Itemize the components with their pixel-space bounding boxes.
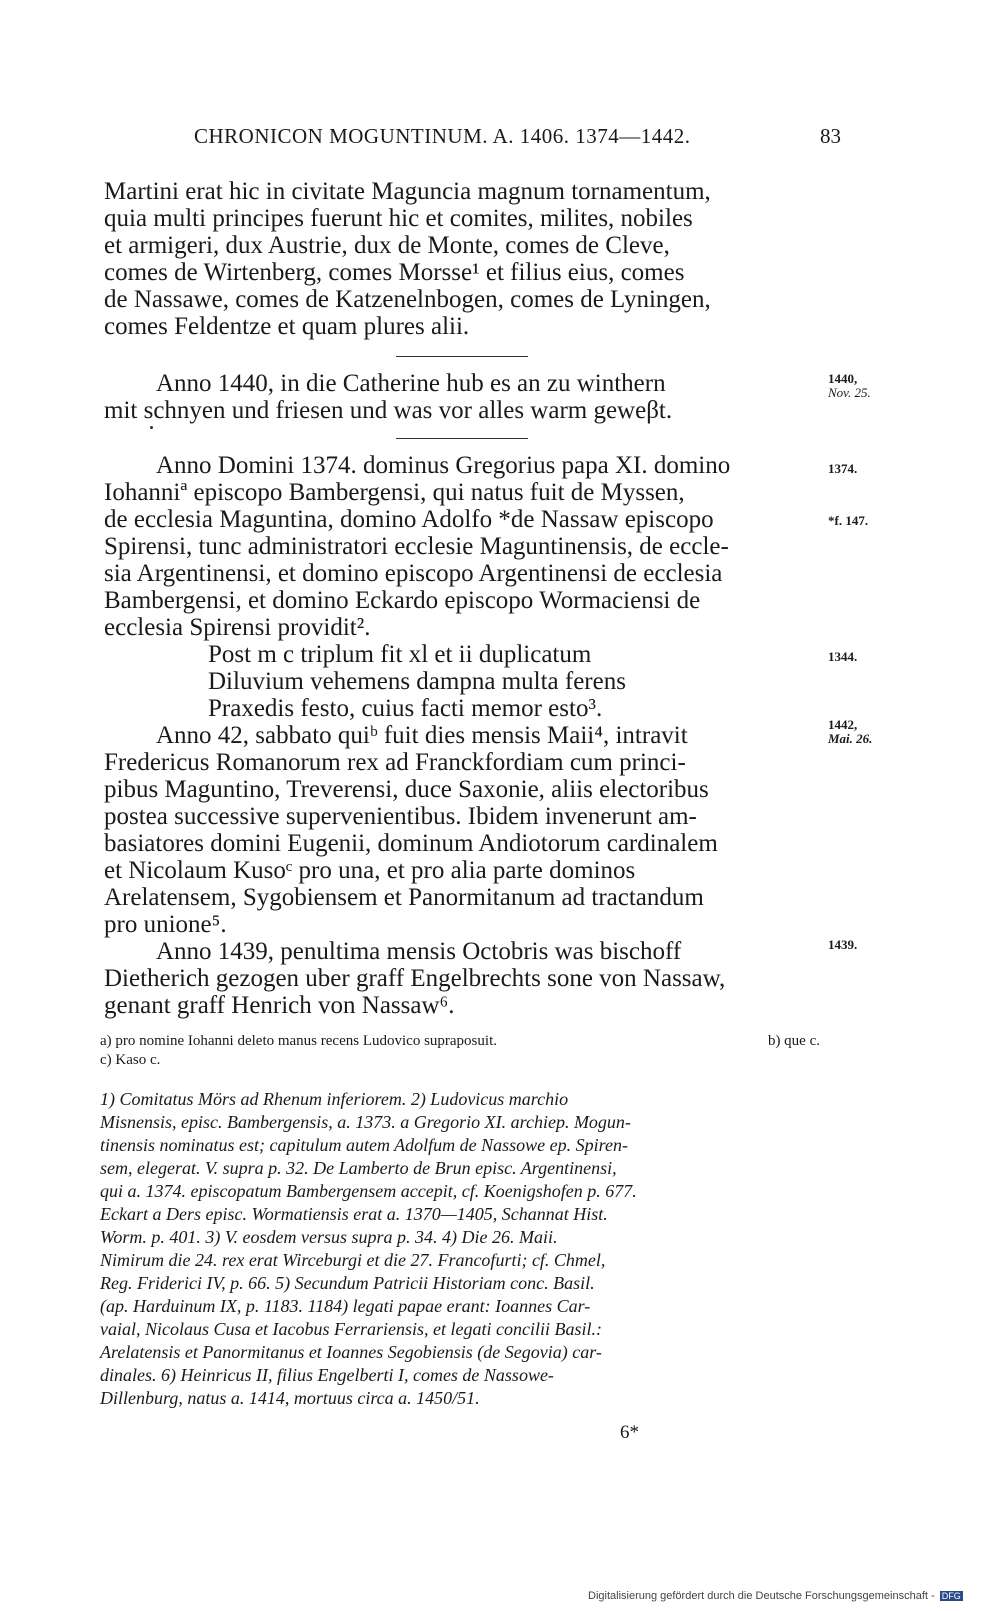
- footnote-line: vaial, Nicolaus Cusa et Iacobus Ferrariensis, et legati concilii Basil.:: [100, 1319, 602, 1339]
- note-line: a) pro nomine Iohanni deleto manus recens Ludovico supraposuit.: [100, 1033, 497, 1049]
- text-line: et Nicolaum Kusoᶜ pro una, et pro alia parte dominos: [104, 857, 636, 884]
- footnote-line: Misnensis, episc. Bambergensis, a. 1373. a Gregorio XI. archiep. Mogun-: [100, 1112, 631, 1132]
- digitization-footer: [588, 1590, 963, 1602]
- text-line: basiatores domini Eugenii, dominum Andiotorum cardinalem: [104, 830, 718, 857]
- text-line: Iohanniª episcopo Bambergensi, qui natus fuit de Myssen,: [104, 479, 685, 506]
- text-line: Anno 42, sabbato quiᵇ fuit dies mensis Maii⁴, intravit: [156, 722, 688, 749]
- verse-line: Post m c triplum fit xl et ii duplicatum: [208, 641, 592, 668]
- text-line: quia multi principes fuerunt hic et comites, milites, nobiles: [104, 205, 693, 232]
- text-line: Bambergensi, et domino Eckardo episcopo Wormaciensi de: [104, 587, 701, 614]
- text-line: de Nassawe, comes de Katzenelnbogen, comes de Lyningen,: [104, 286, 711, 313]
- verse-line: Diluvium vehemens dampna multa ferens: [208, 668, 626, 695]
- note-line: c) Kaso c.: [100, 1052, 161, 1068]
- footnote-line: (ap. Harduinum IX, p. 1183. 1184) legati papae erant: Ioannes Car-: [100, 1296, 591, 1316]
- footnote-line: dinales. 6) Heinricus II, filius Engelberti I, comes de Nassowe-: [100, 1365, 554, 1385]
- footnote-line: Eckart a Ders episc. Wormatiensis erat a. 1370—1405, Schannat Hist.: [100, 1204, 608, 1224]
- text-line: pro unione⁵.: [104, 911, 227, 938]
- margin-note-1442: [828, 718, 872, 746]
- text-line: pibus Maguntino, Treverensi, duce Saxonie, aliis electoribus: [104, 776, 709, 803]
- margin-note-1439: 1439.: [828, 937, 858, 952]
- note-line: b) que c.: [767, 1033, 820, 1049]
- section-divider: [396, 438, 528, 439]
- text-line: Anno 1440, in die Catherine hub es an zu winthern: [156, 370, 666, 397]
- footnotes: [100, 1088, 820, 1410]
- text-line: Dietherich gezogen uber graff Engelbrechts sone von Nassaw,: [104, 965, 726, 992]
- text-line: de ecclesia Maguntina, domino Adolfo *de Nassaw episcopo: [104, 506, 714, 533]
- text-line: comes Feldentze et quam plures alii.: [104, 313, 470, 340]
- text-line: Arelatensem, Sygobiensem et Panormitanum ad tractandum: [104, 884, 704, 911]
- text-line: Anno Domini 1374. dominus Gregorius papa XI. domino: [156, 452, 731, 479]
- text-line: mit schnyen und friesen und was vor alles warm geweβt.: [104, 397, 673, 424]
- margin-note-1440: [828, 372, 871, 400]
- paragraph-1440: [104, 370, 826, 424]
- running-header: CHRONICON MOGUNTINUM. A. 1406. 1374—1442.: [194, 124, 691, 148]
- text-line: et armigeri, dux Austrie, dux de Monte, comes de Cleve,: [104, 232, 670, 259]
- text-line: Fredericus Romanorum rex ad Franckfordiam cum princi-: [104, 749, 686, 776]
- textual-notes: [100, 1032, 820, 1070]
- footnote-line: Nimirum die 24. rex erat Wirceburgi et die 27. Francofurti; cf. Chmel,: [100, 1250, 606, 1270]
- footnote-line: Reg. Friderici IV, p. 66. 5) Secundum Patricii Historiam conc. Basil.: [100, 1273, 595, 1293]
- margin-note-1374: 1374.: [828, 461, 858, 476]
- paragraph-tournament: [104, 178, 826, 340]
- page-number: 83: [820, 124, 841, 148]
- section-divider: [396, 356, 528, 357]
- footnote-line: 1) Comitatus Mörs ad Rhenum inferiorem. 2) Ludovicus marchio: [100, 1089, 569, 1109]
- ink-dot: [150, 426, 153, 429]
- text-line: comes de Wirtenberg, comes Morsse¹ et filius eius, comes: [104, 259, 685, 286]
- margin-date: Nov. 25.: [828, 385, 871, 400]
- footnote-line: Dillenburg, natus a. 1414, mortuus circa a. 1450/51.: [100, 1388, 480, 1408]
- footnote-line: sem, elegerat. V. supra p. 32. De Lamberto de Brun episc. Argentinensi,: [100, 1158, 617, 1178]
- footnote-line: Worm. p. 401. 3) V. eosdem versus supra p. 34. 4) Die 26. Maii.: [100, 1227, 558, 1247]
- text-line: ecclesia Spirensi providit².: [104, 614, 371, 641]
- footnote-line: Arelatensis et Panormitanus et Ioannes Segobiensis (de Segovia) car-: [100, 1342, 602, 1362]
- verse-line: Praxedis festo, cuius facti memor esto³.: [208, 695, 603, 722]
- margin-folio: *f. 147.: [828, 513, 869, 528]
- dfg-logo: DFG: [941, 1591, 961, 1601]
- margin-date: Mai. 26.: [828, 731, 873, 746]
- text-line: genant graff Henrich von Nassaw⁶.: [104, 992, 455, 1019]
- text-line: Martini erat hic in civitate Maguncia magnum tornamentum,: [104, 178, 711, 205]
- margin-year: 1440,: [828, 371, 858, 386]
- text-line: Anno 1439, penultima mensis Octobris was bischoff: [156, 938, 682, 965]
- margin-year: 1442,: [828, 717, 858, 732]
- footer-text: Digitalisierung gefördert durch die Deutsche Forschungsgemeinschaft -: [588, 1590, 935, 1602]
- margin-note-1344: 1344.: [828, 649, 858, 664]
- text-line: sia Argentinensi, et domino episcopo Argentinensi de ecclesia: [104, 560, 723, 587]
- footnote-line: qui a. 1374. episcopatum Bambergensem accepit, cf. Koenigshofen p. 677.: [100, 1181, 637, 1201]
- signature-mark: 6*: [620, 1422, 639, 1443]
- text-line: Spirensi, tunc administratori ecclesie Maguntinensis, de eccle-: [104, 533, 729, 560]
- text-line: postea successive supervenientibus. Ibidem invenerunt am-: [104, 803, 697, 830]
- footnote-line: tinensis nominatus est; capitulum autem Adolfum de Nassowe ep. Spiren-: [100, 1135, 628, 1155]
- paragraph-1374: [104, 452, 826, 1019]
